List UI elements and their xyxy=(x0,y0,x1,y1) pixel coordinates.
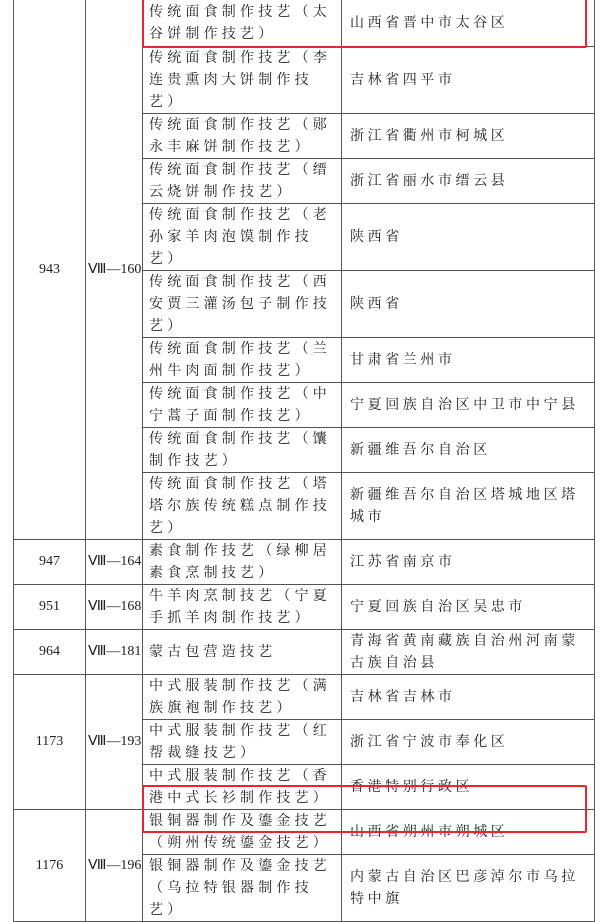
table-row xyxy=(14,540,595,585)
region-name: 江苏省南京市 xyxy=(342,540,595,585)
region-name: 山西省晋中市太谷区 xyxy=(342,0,595,47)
project-name: 中式服装制作技艺（香港中式长衫制作技艺） xyxy=(143,765,342,810)
item-number: 1176 xyxy=(14,810,86,922)
item-number: 951 xyxy=(14,585,86,630)
item-code: Ⅷ—168 xyxy=(86,585,143,630)
project-name: 传统面食制作技艺（塔塔尔族传统糕点制作技艺） xyxy=(143,473,342,540)
project-name: 传统面食制作技艺（中宁蒿子面制作技艺） xyxy=(143,383,342,428)
item-number: 943 xyxy=(14,0,86,540)
project-name: 传统面食制作技艺（郧永丰麻饼制作技艺） xyxy=(143,114,342,159)
project-name: 传统面食制作技艺（老孙家羊肉泡馍制作技艺） xyxy=(143,204,342,271)
table-row xyxy=(14,810,595,855)
table-row xyxy=(14,675,595,720)
region-name: 内蒙古自治区巴彦淖尔市乌拉特中旗 xyxy=(342,855,595,922)
project-name: 中式服装制作技艺（红帮裁缝技艺） xyxy=(143,720,342,765)
region-name: 吉林省四平市 xyxy=(342,47,595,114)
project-name: 素食制作技艺（绿柳居素食烹制技艺） xyxy=(143,540,342,585)
project-name: 银铜器制作及鎏金技艺（乌拉特银器制作技艺） xyxy=(143,855,342,922)
project-name: 银铜器制作及鎏金技艺（朔州传统鎏金技艺） xyxy=(143,810,342,855)
item-code: Ⅷ—181 xyxy=(86,630,143,675)
region-name: 陕西省 xyxy=(342,204,595,271)
item-code: Ⅷ—196 xyxy=(86,810,143,922)
region-name: 新疆维吾尔自治区 xyxy=(342,428,595,473)
region-name: 浙江省宁波市奉化区 xyxy=(342,720,595,765)
region-name: 浙江省衢州市柯城区 xyxy=(342,114,595,159)
region-name: 甘肃省兰州市 xyxy=(342,338,595,383)
region-name: 浙江省丽水市缙云县 xyxy=(342,159,595,204)
item-number: 1173 xyxy=(14,675,86,810)
region-name: 香港特别行政区 xyxy=(342,765,595,810)
item-code: Ⅷ—160 xyxy=(86,0,143,540)
project-name: 传统面食制作技艺（李连贵熏肉大饼制作技艺） xyxy=(143,47,342,114)
project-name: 蒙古包营造技艺 xyxy=(143,630,342,675)
project-name: 中式服装制作技艺（满族旗袍制作技艺） xyxy=(143,675,342,720)
region-name: 陕西省 xyxy=(342,271,595,338)
heritage-table xyxy=(13,0,595,922)
table-body xyxy=(14,0,595,922)
project-name: 传统面食制作技艺（太谷饼制作技艺） xyxy=(143,0,342,47)
region-name: 宁夏回族自治区吴忠市 xyxy=(342,585,595,630)
project-name: 传统面食制作技艺（兰州牛肉面制作技艺） xyxy=(143,338,342,383)
region-name: 宁夏回族自治区中卫市中宁县 xyxy=(342,383,595,428)
table-row xyxy=(14,0,595,47)
project-name: 传统面食制作技艺（缙云烧饼制作技艺） xyxy=(143,159,342,204)
item-code: Ⅷ—193 xyxy=(86,675,143,810)
item-code: Ⅷ—164 xyxy=(86,540,143,585)
table-row xyxy=(14,630,595,675)
region-name: 新疆维吾尔自治区塔城地区塔城市 xyxy=(342,473,595,540)
table-row xyxy=(14,585,595,630)
project-name: 牛羊肉烹制技艺（宁夏手抓羊肉制作技艺） xyxy=(143,585,342,630)
region-name: 山西省朔州市朔城区 xyxy=(342,810,595,855)
project-name: 传统面食制作技艺（馕制作技艺） xyxy=(143,428,342,473)
region-name: 吉林省吉林市 xyxy=(342,675,595,720)
item-number: 964 xyxy=(14,630,86,675)
item-number: 947 xyxy=(14,540,86,585)
project-name: 传统面食制作技艺（西安贾三灌汤包子制作技艺） xyxy=(143,271,342,338)
region-name: 青海省黄南藏族自治州河南蒙古族自治县 xyxy=(342,630,595,675)
